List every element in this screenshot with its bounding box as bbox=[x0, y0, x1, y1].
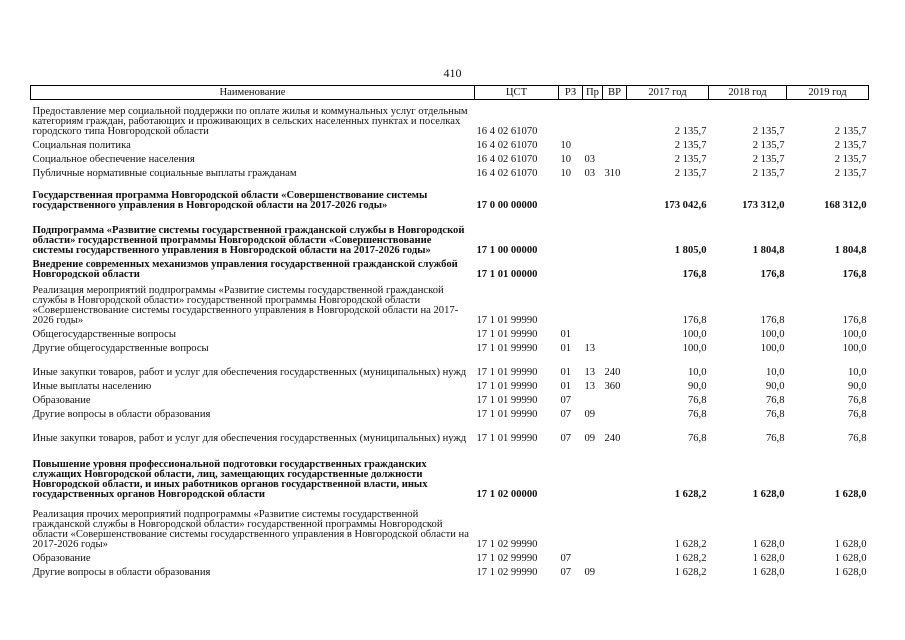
row-name: Другие вопросы в области образования bbox=[32, 566, 211, 578]
row-rz bbox=[559, 256, 583, 280]
row-rz: 10 bbox=[560, 167, 572, 179]
row-rz: 10 bbox=[560, 153, 572, 165]
table-row bbox=[31, 340, 869, 354]
header-vr: ВР bbox=[603, 86, 627, 100]
row-vr bbox=[603, 280, 627, 326]
header-cst: ЦСТ bbox=[475, 86, 559, 100]
row-name: Реализация мероприятий подпрограммы «Развитие системы государственной гражданской службы в Новгородской области» государственной программы Новгородской области «Совершенствование системы государственного управления в Новгородской области на 2017-2026 годы» bbox=[32, 284, 459, 326]
row-vr bbox=[603, 340, 627, 354]
row-2017: 2 135,7 bbox=[674, 167, 707, 179]
row-name: Образование bbox=[32, 552, 91, 564]
table-row bbox=[31, 137, 869, 151]
row-rz: 07 bbox=[560, 394, 572, 406]
row-2019: 1 628,0 bbox=[834, 488, 867, 500]
row-cst: 17 1 01 99990 bbox=[476, 432, 538, 444]
table-row bbox=[31, 179, 869, 211]
header-name: Наименование bbox=[31, 86, 475, 100]
row-2017: 90,0 bbox=[687, 380, 707, 392]
row-name: Иные закупки товаров, работ и услуг для обеспечения государственных (муниципальных) нужд bbox=[32, 366, 467, 378]
row-name: Подпрограмма «Развитие системы государственной гражданской службы в Новгородской области» государственной программы Новгородской области «Совершенствование системы государственного управления в Новгородской области на 2017-2026 годы» bbox=[32, 224, 465, 256]
row-2017: 2 135,7 bbox=[674, 125, 707, 137]
row-2019: 176,8 bbox=[842, 268, 867, 280]
row-cst: 17 1 00 00000 bbox=[476, 244, 538, 256]
row-cst: 17 1 01 99990 bbox=[476, 394, 538, 406]
row-name: Другие общегосударственные вопросы bbox=[32, 342, 209, 354]
row-name: Общегосударственные вопросы bbox=[32, 328, 176, 340]
row-2018: 100,0 bbox=[760, 328, 785, 340]
row-2019: 168 312,0 bbox=[824, 199, 867, 211]
table-row bbox=[31, 211, 869, 256]
row-pr bbox=[583, 444, 603, 500]
row-2018: 76,8 bbox=[765, 432, 785, 444]
row-pr bbox=[583, 100, 603, 137]
row-cst: 17 1 01 00000 bbox=[476, 268, 538, 280]
row-pr bbox=[583, 550, 603, 564]
row-vr bbox=[603, 256, 627, 280]
row-vr bbox=[603, 500, 627, 550]
row-pr: 09 bbox=[584, 408, 596, 420]
row-cst: 16 4 02 61070 bbox=[476, 153, 538, 165]
row-vr bbox=[603, 137, 627, 151]
row-rz: 07 bbox=[560, 566, 572, 578]
row-rz: 01 bbox=[560, 380, 572, 392]
row-rz bbox=[559, 100, 583, 137]
table-header-row bbox=[31, 86, 869, 100]
row-cst: 17 1 01 99990 bbox=[476, 380, 538, 392]
row-rz: 07 bbox=[560, 432, 572, 444]
table-row bbox=[31, 256, 869, 280]
row-pr: 09 bbox=[584, 566, 596, 578]
row-2019: 100,0 bbox=[842, 328, 867, 340]
row-name: Другие вопросы в области образования bbox=[32, 408, 211, 420]
row-2017: 76,8 bbox=[687, 394, 707, 406]
row-2017: 100,0 bbox=[682, 328, 707, 340]
row-cst: 17 1 01 99990 bbox=[476, 408, 538, 420]
row-name: Иные выплаты населению bbox=[32, 380, 152, 392]
row-2019: 90,0 bbox=[847, 380, 867, 392]
row-2018: 2 135,7 bbox=[752, 167, 785, 179]
row-2018: 10,0 bbox=[765, 366, 785, 378]
row-cst: 16 4 02 61070 bbox=[476, 139, 538, 151]
row-name: Публичные нормативные социальные выплаты гражданам bbox=[32, 167, 297, 179]
row-pr: 03 bbox=[584, 153, 596, 165]
row-rz: 01 bbox=[560, 366, 572, 378]
table-row bbox=[31, 500, 869, 550]
row-cst: 17 1 02 00000 bbox=[476, 488, 538, 500]
page-number: 410 bbox=[443, 66, 462, 80]
row-rz: 07 bbox=[560, 552, 572, 564]
table-row bbox=[31, 392, 869, 406]
row-rz bbox=[559, 280, 583, 326]
header-pr: Пр bbox=[583, 86, 603, 100]
row-rz: 01 bbox=[560, 342, 572, 354]
header-2019: 2019 год bbox=[787, 86, 869, 100]
row-2018: 1 628,0 bbox=[752, 552, 785, 564]
row-vr bbox=[603, 406, 627, 420]
row-pr bbox=[583, 280, 603, 326]
row-rz: 07 bbox=[560, 408, 572, 420]
row-2017: 100,0 bbox=[682, 342, 707, 354]
row-2019: 2 135,7 bbox=[834, 139, 867, 151]
row-cst: 17 1 01 99990 bbox=[476, 366, 538, 378]
row-vr bbox=[603, 151, 627, 165]
table-row bbox=[31, 354, 869, 378]
row-vr bbox=[603, 392, 627, 406]
row-cst: 17 1 02 99990 bbox=[476, 566, 538, 578]
row-2017: 1 628,2 bbox=[674, 552, 707, 564]
row-2018: 76,8 bbox=[765, 408, 785, 420]
row-cst: 17 1 01 99990 bbox=[476, 314, 538, 326]
row-2017: 176,8 bbox=[682, 268, 707, 280]
row-name: Реализация прочих мероприятий подпрограммы «Развитие системы государственной гражданской службы в Новгородской области» государственной программы Новгородской области «Совершенствование системы государственного управления в Новгородской области на 2017-2026 годы» bbox=[32, 508, 469, 550]
row-2019: 1 804,8 bbox=[834, 244, 867, 256]
row-2018: 2 135,7 bbox=[752, 125, 785, 137]
row-pr bbox=[583, 211, 603, 256]
row-2017: 76,8 bbox=[687, 408, 707, 420]
row-cst: 17 1 01 99990 bbox=[476, 342, 538, 354]
row-pr: 09 bbox=[584, 432, 596, 444]
row-vr bbox=[603, 211, 627, 256]
budget-table bbox=[30, 85, 869, 578]
row-vr: 240 bbox=[604, 432, 621, 444]
row-2018: 1 628,0 bbox=[752, 488, 785, 500]
row-name: Образование bbox=[32, 394, 91, 406]
table-body bbox=[31, 100, 869, 578]
row-2018: 2 135,7 bbox=[752, 139, 785, 151]
row-2018: 173 312,0 bbox=[742, 199, 785, 211]
row-2018: 1 804,8 bbox=[752, 244, 785, 256]
row-cst: 17 1 02 99990 bbox=[476, 552, 538, 564]
row-2017: 2 135,7 bbox=[674, 153, 707, 165]
row-name: Внедрение современных механизмов управления государственной гражданской службой Новгородской области bbox=[32, 258, 458, 280]
row-2019: 2 135,7 bbox=[834, 167, 867, 179]
row-name: Социальная политика bbox=[32, 139, 131, 151]
row-vr bbox=[603, 179, 627, 211]
row-2018: 2 135,7 bbox=[752, 153, 785, 165]
row-pr bbox=[583, 179, 603, 211]
row-2019: 2 135,7 bbox=[834, 153, 867, 165]
row-2019: 76,8 bbox=[847, 408, 867, 420]
row-2019: 100,0 bbox=[842, 342, 867, 354]
row-2018: 1 628,0 bbox=[752, 538, 785, 550]
table-row bbox=[31, 406, 869, 420]
row-2018: 176,8 bbox=[760, 314, 785, 326]
row-pr bbox=[583, 392, 603, 406]
row-name: Социальное обеспечение населения bbox=[32, 153, 195, 165]
row-pr: 03 bbox=[584, 167, 596, 179]
row-pr: 13 bbox=[584, 380, 596, 392]
row-cst: 17 1 01 99990 bbox=[476, 328, 538, 340]
row-2017: 173 042,6 bbox=[664, 199, 707, 211]
row-pr bbox=[583, 256, 603, 280]
row-vr bbox=[603, 550, 627, 564]
row-vr: 360 bbox=[604, 380, 621, 392]
table-row bbox=[31, 151, 869, 165]
table-row bbox=[31, 100, 869, 137]
row-2019: 176,8 bbox=[842, 314, 867, 326]
row-2019: 1 628,0 bbox=[834, 552, 867, 564]
header-2017: 2017 год bbox=[627, 86, 709, 100]
row-2017: 10,0 bbox=[687, 366, 707, 378]
row-name: Государственная программа Новгородской области «Совершенствование системы государственного управления в Новгородской области на 2017-2026 годы» bbox=[32, 189, 428, 211]
row-rz: 10 bbox=[560, 139, 572, 151]
table-row bbox=[31, 280, 869, 326]
row-2019: 1 628,0 bbox=[834, 538, 867, 550]
table-row bbox=[31, 550, 869, 564]
row-cst: 17 0 00 00000 bbox=[476, 199, 538, 211]
table-row bbox=[31, 326, 869, 340]
table-row bbox=[31, 564, 869, 578]
row-cst: 17 1 02 99990 bbox=[476, 538, 538, 550]
row-vr bbox=[603, 444, 627, 500]
row-2018: 176,8 bbox=[760, 268, 785, 280]
row-2019: 1 628,0 bbox=[834, 566, 867, 578]
row-pr: 13 bbox=[584, 342, 596, 354]
row-vr bbox=[603, 100, 627, 137]
row-2018: 1 628,0 bbox=[752, 566, 785, 578]
row-vr: 310 bbox=[604, 167, 621, 179]
row-2019: 76,8 bbox=[847, 394, 867, 406]
row-rz bbox=[559, 179, 583, 211]
row-2018: 76,8 bbox=[765, 394, 785, 406]
row-rz bbox=[559, 500, 583, 550]
row-2017: 1 628,2 bbox=[674, 538, 707, 550]
row-cst: 16 4 02 61070 bbox=[476, 125, 538, 137]
table-row bbox=[31, 444, 869, 500]
row-2017: 76,8 bbox=[687, 432, 707, 444]
row-name: Повышение уровня профессиональной подготовки государственных гражданских служащих Новгородской области, лиц, замещающих государственные должности Новгородской области, и иных работников органов государственной власти, иных государственных органов Новгородской области bbox=[32, 458, 428, 500]
row-2017: 2 135,7 bbox=[674, 139, 707, 151]
row-name: Предоставление мер социальной поддержки по оплате жилья и коммунальных услуг отдельным категориям граждан, работающих и проживающих в сельских населенных пунктах и поселках городского типа Новгородской области bbox=[32, 105, 468, 137]
row-2018: 100,0 bbox=[760, 342, 785, 354]
row-pr bbox=[583, 500, 603, 550]
row-pr bbox=[583, 326, 603, 340]
row-2019: 76,8 bbox=[847, 432, 867, 444]
row-rz bbox=[559, 211, 583, 256]
row-name: Иные закупки товаров, работ и услуг для обеспечения государственных (муниципальных) нужд bbox=[32, 432, 467, 444]
row-rz: 01 bbox=[560, 328, 572, 340]
row-pr bbox=[583, 137, 603, 151]
row-vr bbox=[603, 564, 627, 578]
header-rz: РЗ bbox=[559, 86, 583, 100]
header-2018: 2018 год bbox=[709, 86, 787, 100]
row-2017: 1 628,2 bbox=[674, 566, 707, 578]
row-vr bbox=[603, 326, 627, 340]
row-2019: 10,0 bbox=[847, 366, 867, 378]
row-rz bbox=[559, 444, 583, 500]
row-cst: 16 4 02 61070 bbox=[476, 167, 538, 179]
table-row bbox=[31, 420, 869, 444]
table-row bbox=[31, 378, 869, 392]
row-2018: 90,0 bbox=[765, 380, 785, 392]
row-vr: 240 bbox=[604, 366, 621, 378]
row-2017: 176,8 bbox=[682, 314, 707, 326]
row-pr: 13 bbox=[584, 366, 596, 378]
row-2017: 1 805,0 bbox=[674, 244, 707, 256]
table-row bbox=[31, 165, 869, 179]
row-2019: 2 135,7 bbox=[834, 125, 867, 137]
row-2017: 1 628,2 bbox=[674, 488, 707, 500]
